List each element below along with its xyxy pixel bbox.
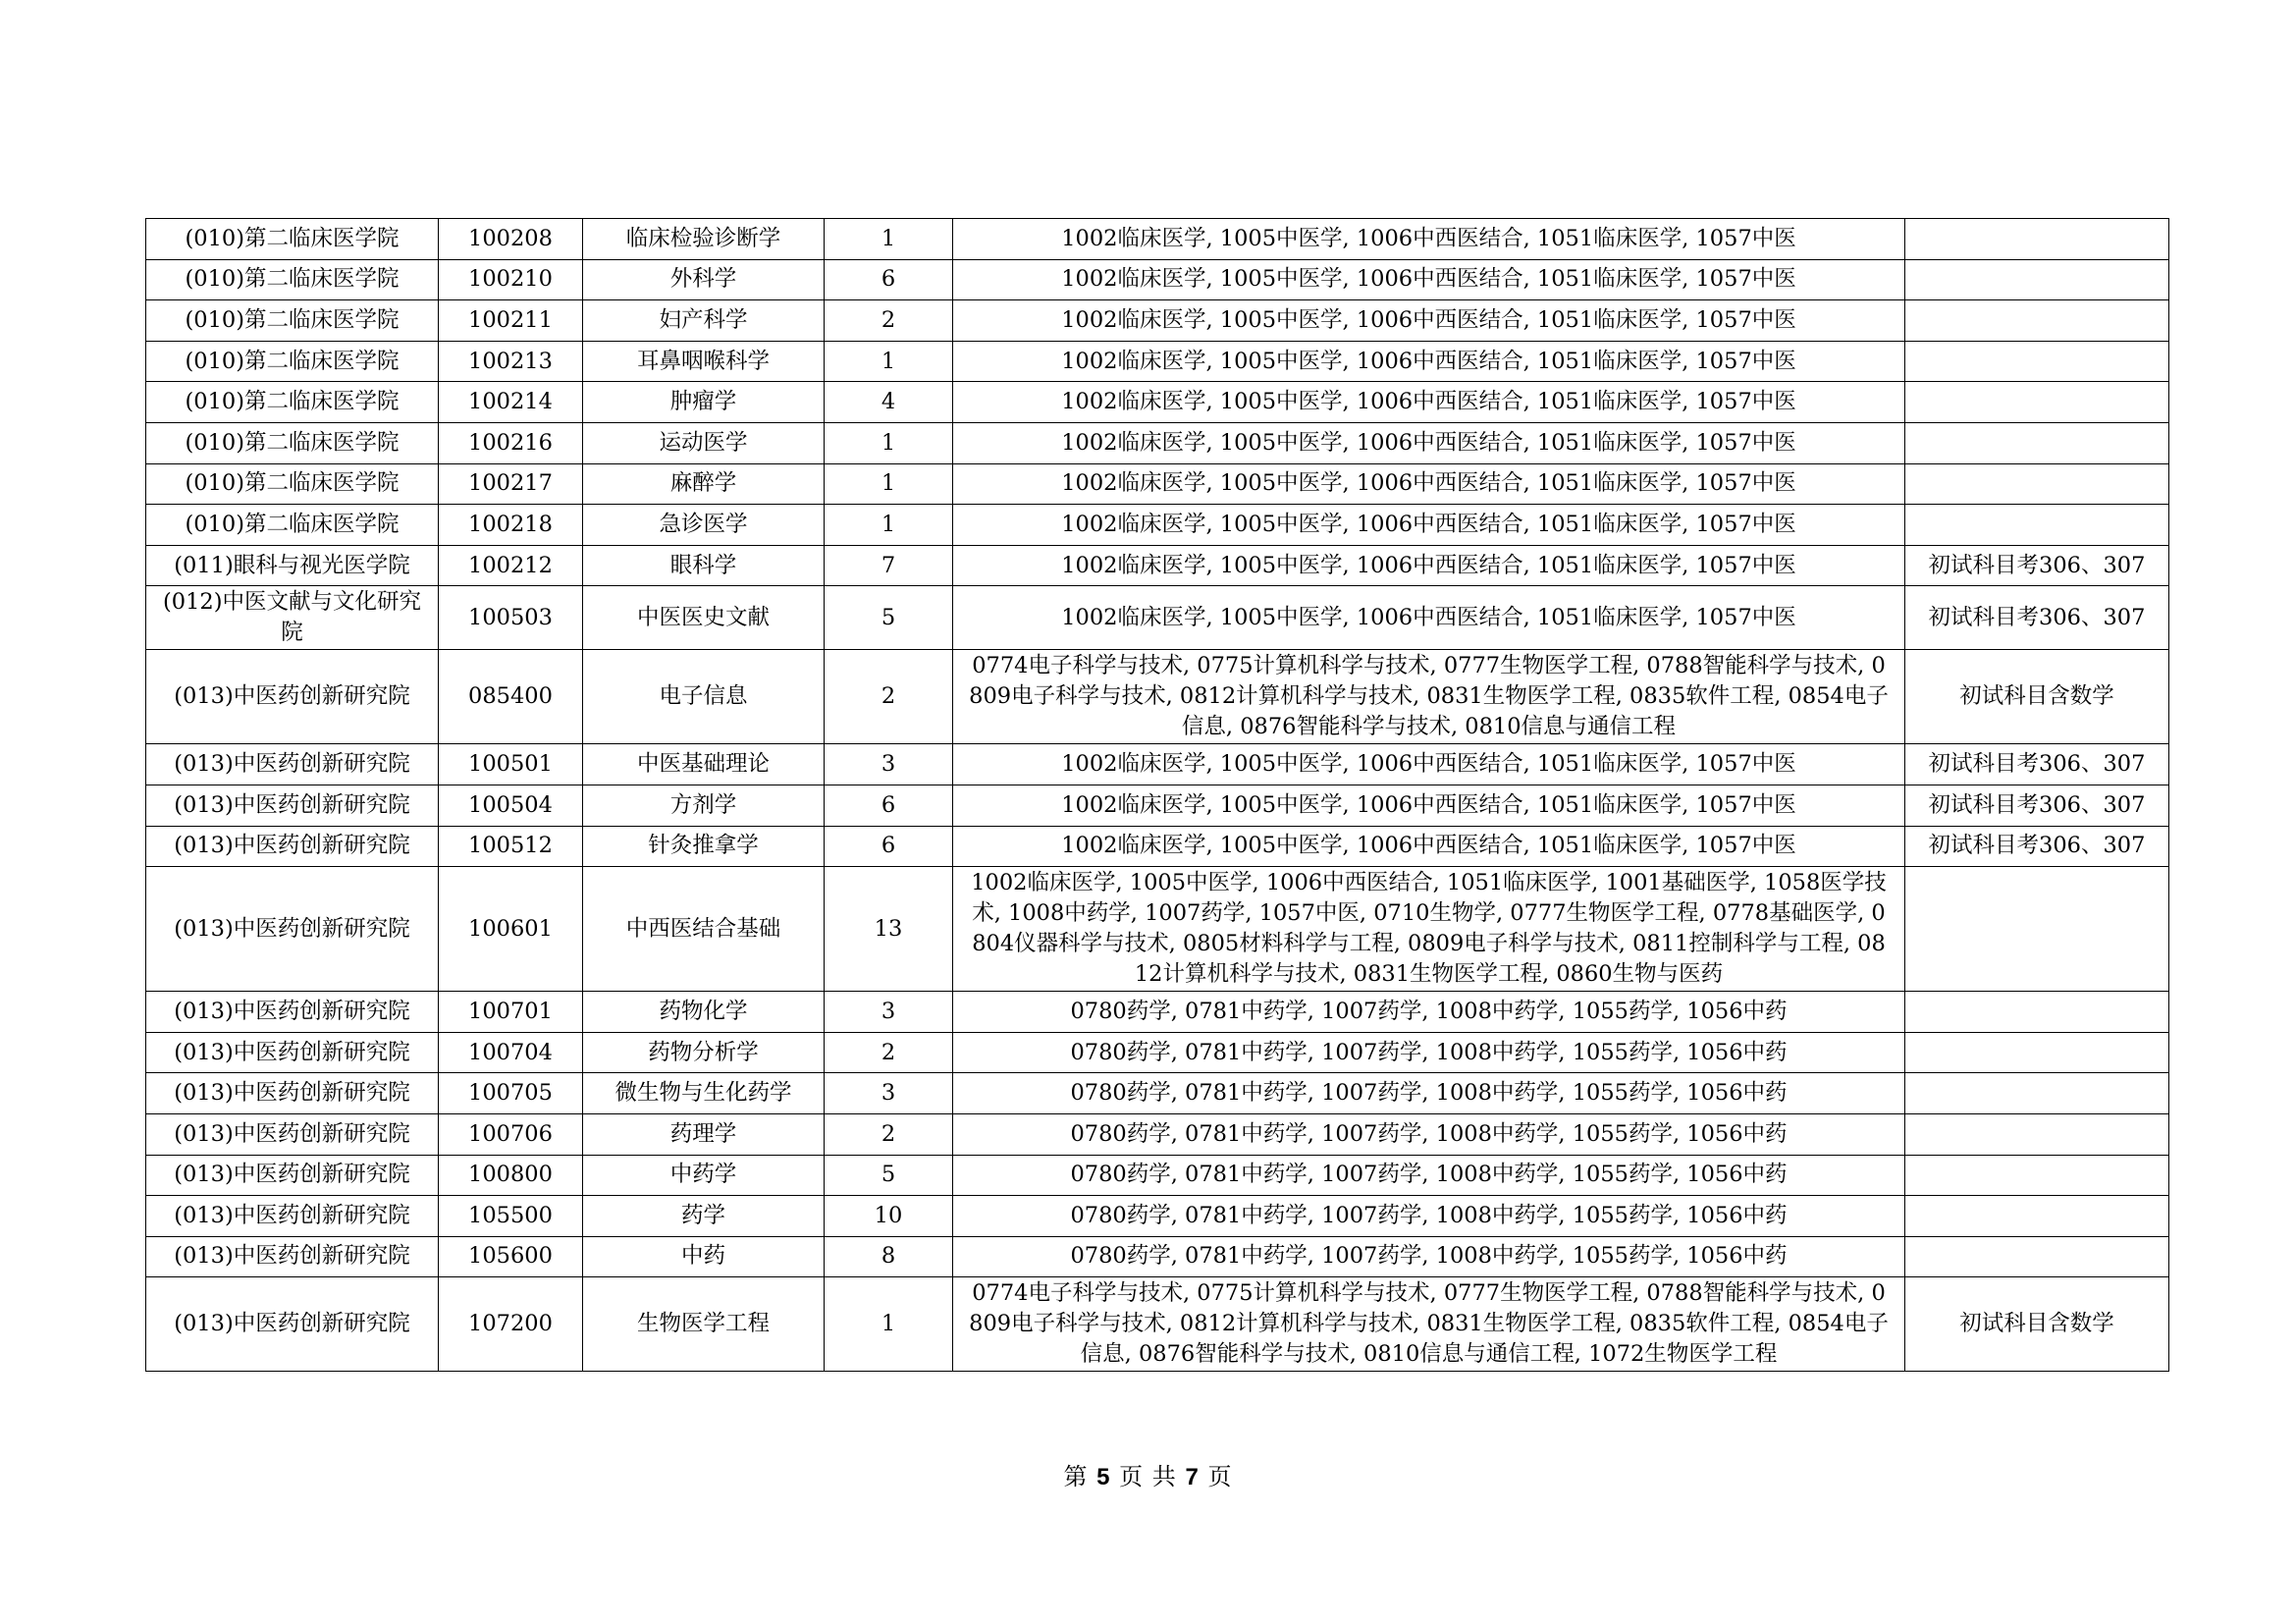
college-cell: (013)中医药创新研究院 — [146, 1236, 439, 1277]
quota-cell: 8 — [825, 1236, 953, 1277]
remark-cell — [1905, 259, 2169, 300]
remark-cell — [1905, 1236, 2169, 1277]
page-footer — [0, 1457, 2296, 1491]
college-cell: (013)中医药创新研究院 — [146, 992, 439, 1033]
remark-cell — [1905, 341, 2169, 382]
college-cell: (010)第二临床医学院 — [146, 422, 439, 463]
eligible-majors-cell: 1002临床医学, 1005中医学, 1006中西医结合, 1051临床医学, 1057中医 — [953, 586, 1905, 650]
code-cell: 100800 — [439, 1155, 583, 1196]
college-cell: (010)第二临床医学院 — [146, 505, 439, 546]
table-row — [146, 650, 2169, 744]
code-cell: 100705 — [439, 1073, 583, 1114]
current-page-number: 5 — [1096, 1464, 1111, 1490]
quota-cell: 6 — [825, 785, 953, 826]
table-row — [146, 1113, 2169, 1155]
program-name-cell: 外科学 — [583, 259, 825, 300]
quota-cell: 10 — [825, 1196, 953, 1237]
remark-cell — [1905, 867, 2169, 992]
college-cell: (010)第二临床医学院 — [146, 382, 439, 423]
remark-cell: 初试科目考306、307 — [1905, 586, 2169, 650]
program-name-cell: 急诊医学 — [583, 505, 825, 546]
quota-cell: 7 — [825, 545, 953, 586]
code-cell: 105500 — [439, 1196, 583, 1237]
total-page-number: 7 — [1185, 1464, 1200, 1490]
table-row — [146, 1155, 2169, 1196]
eligible-majors-cell: 1002临床医学, 1005中医学, 1006中西医结合, 1051临床医学, 1057中医 — [953, 785, 1905, 826]
remark-cell: 初试科目考306、307 — [1905, 785, 2169, 826]
table-row — [146, 1236, 2169, 1277]
program-name-cell: 针灸推拿学 — [583, 826, 825, 867]
code-cell: 105600 — [439, 1236, 583, 1277]
quota-cell: 1 — [825, 341, 953, 382]
code-cell: 100208 — [439, 219, 583, 260]
college-cell: (013)中医药创新研究院 — [146, 650, 439, 744]
remark-cell — [1905, 505, 2169, 546]
college-cell: (013)中医药创新研究院 — [146, 1196, 439, 1237]
eligible-majors-cell: 1002临床医学, 1005中医学, 1006中西医结合, 1051临床医学, 1001基础医学, 1058医学技术, 1008中药学, 1007药学, 1057中医, 0710生物学, 0777生物医学工程, 0778基础医学, 0804仪器科学与技术, 0805材料科学与工程, 0809电子科学与技术, 0811控制科学与工程, 0812计算机科学与技术, 0831生物医学工程, 0860生物与医药 — [953, 867, 1905, 992]
college-cell: (012)中医文献与文化研究院 — [146, 586, 439, 650]
quota-cell: 13 — [825, 867, 953, 992]
eligible-majors-cell: 1002临床医学, 1005中医学, 1006中西医结合, 1051临床医学, 1057中医 — [953, 300, 1905, 342]
code-cell: 100211 — [439, 300, 583, 342]
program-name-cell: 运动医学 — [583, 422, 825, 463]
program-name-cell: 眼科学 — [583, 545, 825, 586]
quota-cell: 2 — [825, 1113, 953, 1155]
code-cell: 100218 — [439, 505, 583, 546]
remark-cell — [1905, 1155, 2169, 1196]
eligible-majors-cell: 0774电子科学与技术, 0775计算机科学与技术, 0777生物医学工程, 0788智能科学与技术, 0809电子科学与技术, 0812计算机科学与技术, 0831生物医学工程, 0835软件工程, 0854电子信息, 0876智能科学与技术, 0810信息与通信工程, 1072生物医学工程 — [953, 1277, 1905, 1372]
table-row — [146, 300, 2169, 342]
quota-cell: 1 — [825, 219, 953, 260]
code-cell: 107200 — [439, 1277, 583, 1372]
remark-cell — [1905, 1032, 2169, 1073]
table-row — [146, 586, 2169, 650]
college-cell: (011)眼科与视光医学院 — [146, 545, 439, 586]
quota-cell: 3 — [825, 992, 953, 1033]
table-row — [146, 867, 2169, 992]
program-name-cell: 药物化学 — [583, 992, 825, 1033]
program-name-cell: 药物分析学 — [583, 1032, 825, 1073]
program-name-cell: 药学 — [583, 1196, 825, 1237]
code-cell: 100503 — [439, 586, 583, 650]
college-cell: (013)中医药创新研究院 — [146, 1155, 439, 1196]
eligible-majors-cell: 1002临床医学, 1005中医学, 1006中西医结合, 1051临床医学, 1057中医 — [953, 744, 1905, 785]
quota-cell: 2 — [825, 1032, 953, 1073]
remark-cell — [1905, 1113, 2169, 1155]
code-cell: 100210 — [439, 259, 583, 300]
code-cell: 100217 — [439, 463, 583, 505]
remark-cell — [1905, 422, 2169, 463]
code-cell: 100704 — [439, 1032, 583, 1073]
remark-cell: 初试科目考306、307 — [1905, 744, 2169, 785]
code-cell: 100601 — [439, 867, 583, 992]
code-cell: 100701 — [439, 992, 583, 1033]
program-name-cell: 中医基础理论 — [583, 744, 825, 785]
eligible-majors-cell: 0780药学, 0781中药学, 1007药学, 1008中药学, 1055药学, 1056中药 — [953, 1032, 1905, 1073]
college-cell: (013)中医药创新研究院 — [146, 785, 439, 826]
program-name-cell: 微生物与生化药学 — [583, 1073, 825, 1114]
eligible-majors-cell: 0780药学, 0781中药学, 1007药学, 1008中药学, 1055药学, 1056中药 — [953, 1155, 1905, 1196]
college-cell: (010)第二临床医学院 — [146, 341, 439, 382]
eligible-majors-cell: 1002临床医学, 1005中医学, 1006中西医结合, 1051临床医学, 1057中医 — [953, 422, 1905, 463]
college-cell: (010)第二临床医学院 — [146, 463, 439, 505]
enrollment-table — [145, 218, 2169, 1372]
table-row — [146, 1073, 2169, 1114]
program-name-cell: 中西医结合基础 — [583, 867, 825, 992]
program-name-cell: 生物医学工程 — [583, 1277, 825, 1372]
code-cell: 100214 — [439, 382, 583, 423]
eligible-majors-cell: 0780药学, 0781中药学, 1007药学, 1008中药学, 1055药学, 1056中药 — [953, 1073, 1905, 1114]
college-cell: (013)中医药创新研究院 — [146, 1113, 439, 1155]
table-body — [146, 219, 2169, 1372]
program-name-cell: 药理学 — [583, 1113, 825, 1155]
table-row — [146, 259, 2169, 300]
eligible-majors-cell: 0780药学, 0781中药学, 1007药学, 1008中药学, 1055药学, 1056中药 — [953, 992, 1905, 1033]
quota-cell: 6 — [825, 826, 953, 867]
quota-cell: 5 — [825, 1155, 953, 1196]
table-row — [146, 1277, 2169, 1372]
program-name-cell: 中医医史文献 — [583, 586, 825, 650]
program-name-cell: 妇产科学 — [583, 300, 825, 342]
quota-cell: 1 — [825, 505, 953, 546]
program-name-cell: 方剂学 — [583, 785, 825, 826]
code-cell: 100501 — [439, 744, 583, 785]
eligible-majors-cell: 1002临床医学, 1005中医学, 1006中西医结合, 1051临床医学, 1057中医 — [953, 259, 1905, 300]
remark-cell — [1905, 463, 2169, 505]
eligible-majors-cell: 1002临床医学, 1005中医学, 1006中西医结合, 1051临床医学, 1057中医 — [953, 826, 1905, 867]
table-row — [146, 1032, 2169, 1073]
code-cell: 100216 — [439, 422, 583, 463]
remark-cell: 初试科目考306、307 — [1905, 826, 2169, 867]
program-name-cell: 中药学 — [583, 1155, 825, 1196]
remark-cell — [1905, 382, 2169, 423]
table-row — [146, 992, 2169, 1033]
college-cell: (013)中医药创新研究院 — [146, 1277, 439, 1372]
college-cell: (013)中医药创新研究院 — [146, 826, 439, 867]
college-cell: (010)第二临床医学院 — [146, 300, 439, 342]
footer-prefix: 第 — [1063, 1463, 1089, 1490]
quota-cell: 4 — [825, 382, 953, 423]
quota-cell: 5 — [825, 586, 953, 650]
remark-cell — [1905, 219, 2169, 260]
remark-cell: 初试科目含数学 — [1905, 650, 2169, 744]
quota-cell: 3 — [825, 744, 953, 785]
eligible-majors-cell: 0780药学, 0781中药学, 1007药学, 1008中药学, 1055药学, 1056中药 — [953, 1196, 1905, 1237]
code-cell: 100213 — [439, 341, 583, 382]
program-name-cell: 肿瘤学 — [583, 382, 825, 423]
eligible-majors-cell: 1002临床医学, 1005中医学, 1006中西医结合, 1051临床医学, 1057中医 — [953, 545, 1905, 586]
table-row — [146, 545, 2169, 586]
eligible-majors-cell: 0780药学, 0781中药学, 1007药学, 1008中药学, 1055药学, 1056中药 — [953, 1113, 1905, 1155]
remark-cell — [1905, 300, 2169, 342]
eligible-majors-cell: 1002临床医学, 1005中医学, 1006中西医结合, 1051临床医学, 1057中医 — [953, 463, 1905, 505]
footer-suffix: 页 — [1207, 1463, 1233, 1490]
quota-cell: 1 — [825, 1277, 953, 1372]
eligible-majors-cell: 1002临床医学, 1005中医学, 1006中西医结合, 1051临床医学, 1057中医 — [953, 341, 1905, 382]
eligible-majors-cell: 1002临床医学, 1005中医学, 1006中西医结合, 1051临床医学, 1057中医 — [953, 219, 1905, 260]
table-row — [146, 785, 2169, 826]
eligible-majors-cell: 0780药学, 0781中药学, 1007药学, 1008中药学, 1055药学, 1056中药 — [953, 1236, 1905, 1277]
remark-cell: 初试科目含数学 — [1905, 1277, 2169, 1372]
program-name-cell: 临床检验诊断学 — [583, 219, 825, 260]
college-cell: (013)中医药创新研究院 — [146, 744, 439, 785]
college-cell: (010)第二临床医学院 — [146, 219, 439, 260]
table-row — [146, 219, 2169, 260]
program-name-cell: 电子信息 — [583, 650, 825, 744]
table-row — [146, 341, 2169, 382]
remark-cell — [1905, 992, 2169, 1033]
quota-cell: 2 — [825, 650, 953, 744]
remark-cell — [1905, 1073, 2169, 1114]
table-row — [146, 382, 2169, 423]
college-cell: (010)第二临床医学院 — [146, 259, 439, 300]
code-cell: 100212 — [439, 545, 583, 586]
quota-cell: 6 — [825, 259, 953, 300]
program-name-cell: 耳鼻咽喉科学 — [583, 341, 825, 382]
code-cell: 100706 — [439, 1113, 583, 1155]
table-row — [146, 505, 2169, 546]
remark-cell: 初试科目考306、307 — [1905, 545, 2169, 586]
college-cell: (013)中医药创新研究院 — [146, 867, 439, 992]
code-cell: 100512 — [439, 826, 583, 867]
college-cell: (013)中医药创新研究院 — [146, 1073, 439, 1114]
table-row — [146, 826, 2169, 867]
eligible-majors-cell: 1002临床医学, 1005中医学, 1006中西医结合, 1051临床医学, 1057中医 — [953, 382, 1905, 423]
table-row — [146, 422, 2169, 463]
quota-cell: 1 — [825, 463, 953, 505]
program-name-cell: 中药 — [583, 1236, 825, 1277]
program-name-cell: 麻醉学 — [583, 463, 825, 505]
footer-middle: 页 共 — [1119, 1463, 1177, 1490]
quota-cell: 3 — [825, 1073, 953, 1114]
college-cell: (013)中医药创新研究院 — [146, 1032, 439, 1073]
remark-cell — [1905, 1196, 2169, 1237]
eligible-majors-cell: 0774电子科学与技术, 0775计算机科学与技术, 0777生物医学工程, 0788智能科学与技术, 0809电子科学与技术, 0812计算机科学与技术, 0831生物医学工程, 0835软件工程, 0854电子信息, 0876智能科学与技术, 0810信息与通信工程 — [953, 650, 1905, 744]
code-cell: 085400 — [439, 650, 583, 744]
table-row — [146, 463, 2169, 505]
code-cell: 100504 — [439, 785, 583, 826]
table-row — [146, 1196, 2169, 1237]
eligible-majors-cell: 1002临床医学, 1005中医学, 1006中西医结合, 1051临床医学, 1057中医 — [953, 505, 1905, 546]
table-row — [146, 744, 2169, 785]
quota-cell: 2 — [825, 300, 953, 342]
quota-cell: 1 — [825, 422, 953, 463]
